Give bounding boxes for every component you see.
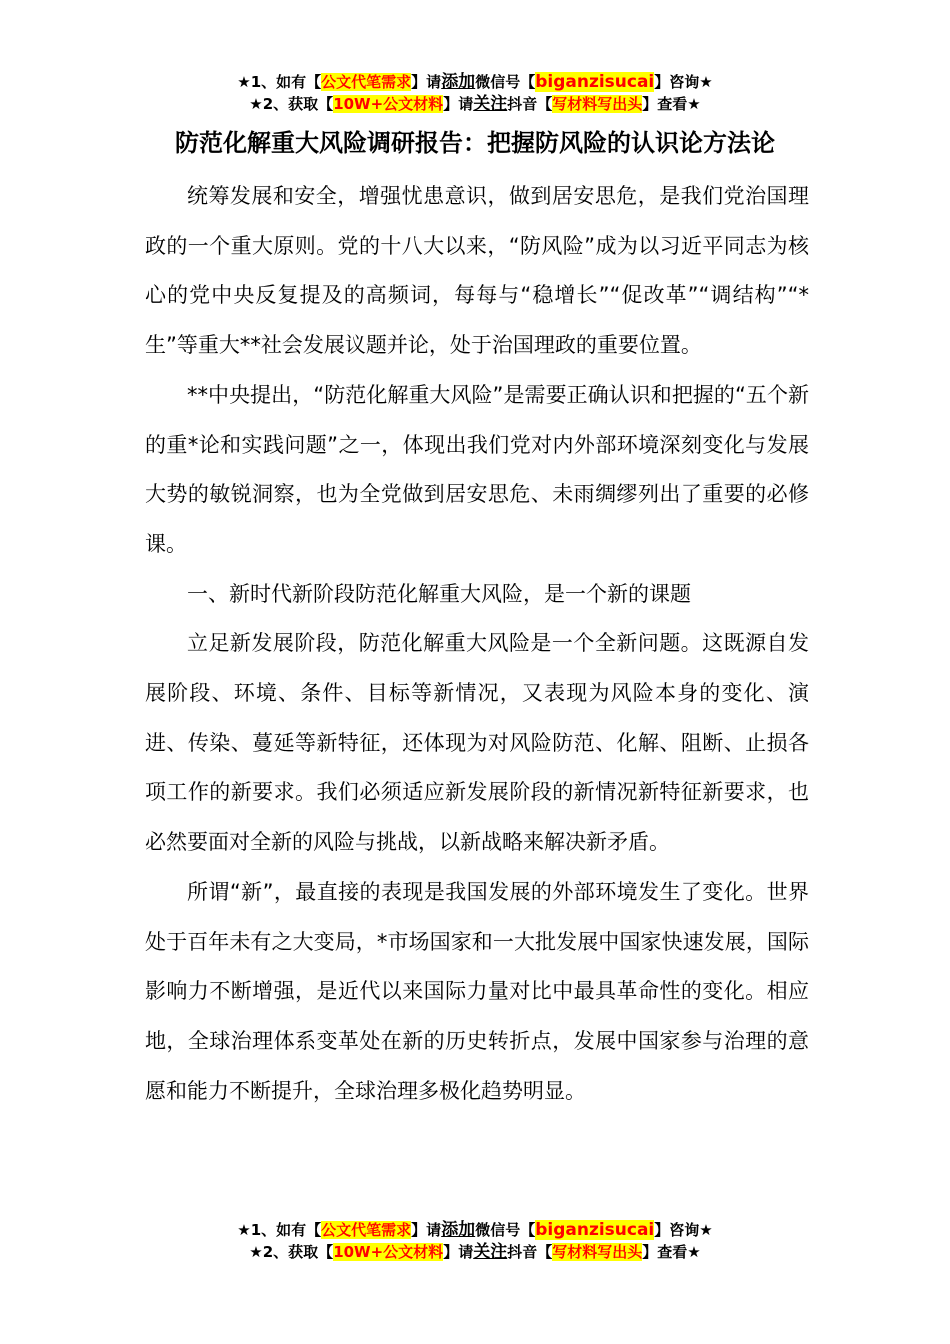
promo-text: 抖音【 <box>507 95 553 113</box>
promo-line-2 <box>0 1241 950 1263</box>
promo-highlight: 公文代笔需求 <box>321 73 412 91</box>
promo-highlight: 公文代笔需求 <box>321 1221 412 1239</box>
paragraph: 统筹发展和安全，增强忧患意识，做到居安思危，是我们党治国理政的一个重大原则。党的十八大以来，“防风险”成为以习近平同志为核心的党中央反复提及的高频词，每每与“稳增长”“促改革”“调结构”“*生”等重大**社会发展议题并论，处于治国理政的重要位置。 <box>145 184 809 358</box>
paragraph: 所谓“新”，最直接的表现是我国发展的外部环境发生了变化。世界处于百年未有之大变局，*市场国家和一大批发展中国家快速发展，国际影响力不断增强，是近代以来国际力量对比中最具革命性的变化。相应地，全球治理体系变革处在新的历史转折点，发展中国家参与治理的意愿和能力不断提升，全球治理多极化趋势明显。 <box>145 879 809 1103</box>
promo-line-1 <box>0 71 950 93</box>
promo-text: 】请 <box>443 95 474 113</box>
promo-line-2 <box>0 93 950 115</box>
promo-text: 】请 <box>411 1221 442 1239</box>
promo-text: 微信号【 <box>475 73 536 91</box>
promo-text: 】查看★ <box>642 95 701 113</box>
promo-emphasis: 添加 <box>441 1220 476 1240</box>
wechat-id-highlight: biganzisucai <box>535 72 655 92</box>
section-heading: 一、新时代新阶段防范化解重大风险，是一个新的课题 <box>187 581 691 606</box>
promo-banner-bottom <box>0 1219 950 1263</box>
promo-text: ★2、获取【 <box>249 95 334 113</box>
promo-text: 】请 <box>411 73 442 91</box>
document-title: 防范化解重大风险调研报告：把握防风险的认识论方法论 <box>175 129 775 157</box>
promo-line-1 <box>0 1219 950 1241</box>
paragraph: **中央提出，“防范化解重大风险”是需要正确认识和把握的“五个新的重*论和实践问题”之一，体现出我们党对内外部环境深刻变化与发展大势的敏锐洞察，也为全党做到居安思危、未雨绸缪列出了重要的必修课。 <box>145 382 809 556</box>
promo-emphasis: 关注 <box>473 94 508 114</box>
promo-highlight: 10W+公文材料 <box>333 95 444 113</box>
promo-text: 抖音【 <box>507 1243 553 1261</box>
paragraph: 立足新发展阶段，防范化解重大风险是一个全新问题。这既源自发展阶段、环境、条件、目标等新情况，又表现为风险本身的变化、演进、传染、蔓延等新特征，还体现为对风险防范、化解、阻断、止损各项工作的新要求。我们必须适应新发展阶段的新情况新特征新要求，也必然要面对全新的风险与挑战，以新战略来解决新矛盾。 <box>145 631 809 855</box>
douyin-id-highlight: 写材料写出头 <box>552 95 643 113</box>
wechat-id-highlight: biganzisucai <box>535 1220 655 1240</box>
promo-emphasis: 关注 <box>473 1242 508 1262</box>
promo-text: 】咨询★ <box>654 1221 713 1239</box>
douyin-id-highlight: 写材料写出头 <box>552 1243 643 1261</box>
promo-emphasis: 添加 <box>441 72 476 92</box>
promo-text: ★2、获取【 <box>249 1243 334 1261</box>
promo-banner-top <box>0 71 950 115</box>
promo-text: 】咨询★ <box>654 73 713 91</box>
document-body <box>145 172 809 1116</box>
promo-text: 微信号【 <box>475 1221 536 1239</box>
promo-text: 】请 <box>443 1243 474 1261</box>
promo-text: ★1、如有【 <box>237 1221 322 1239</box>
promo-highlight: 10W+公文材料 <box>333 1243 444 1261</box>
promo-text: 】查看★ <box>642 1243 701 1261</box>
promo-text: ★1、如有【 <box>237 73 322 91</box>
